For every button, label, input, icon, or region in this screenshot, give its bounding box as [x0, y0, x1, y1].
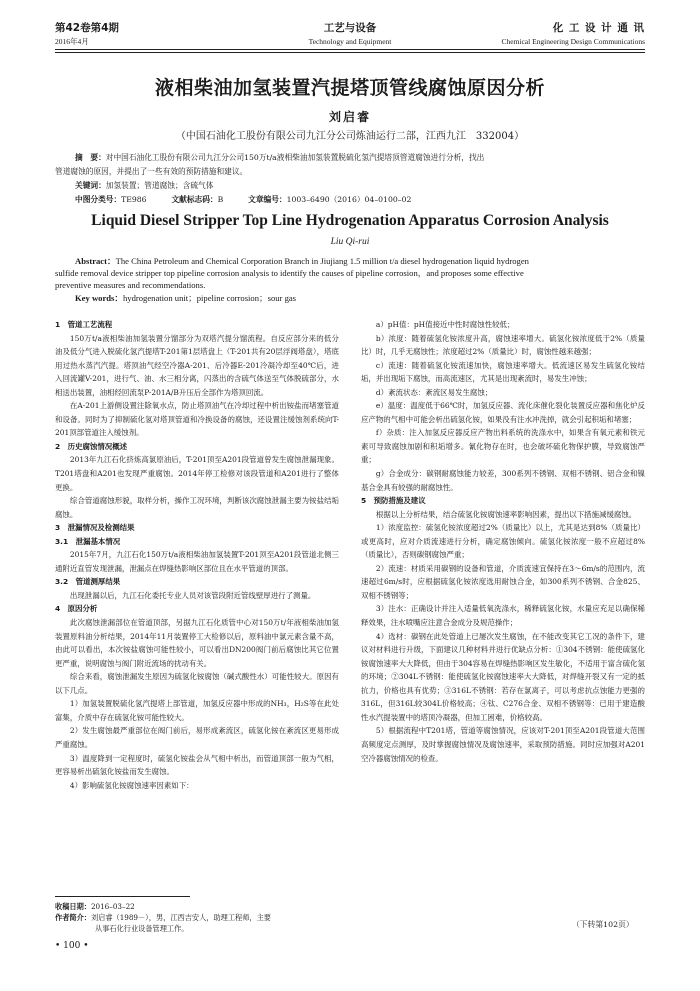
- body-paragraph: 2）发生腐蚀最严重部位在阀门前后，易形成紊流区，硫氢化铵在紊流区更易形成严重腐蚀。: [55, 726, 339, 749]
- author-bio-text: 刘启睿（1989－），男，江西吉安人，助理工程师，主要: [90, 913, 271, 922]
- body-paragraph: 150万t/a液相柴油加氢装置分馏部分为双塔汽提分馏流程。自反应部分来的低分油及低分气进入脱硫化氢汽提塔T-201第1层塔盘上（T-201共有20层浮阀塔盘），塔底用过热水蒸汽汽提。塔顶油气经空冷器A-201、后冷器E-201冷凝冷却至40℃后，进入回流罐V-201，进行气、油、水三相分离，闪蒸出的含硫气体送至气体脱硫部分，水相送出装置，油相经回流泵P-201A/B升压后全部作为塔顶回流。: [55, 333, 339, 397]
- cls-value: TE986: [121, 195, 147, 204]
- received-label: 收稿日期：: [55, 902, 91, 911]
- section-heading: 4 原因分析: [55, 604, 98, 614]
- keywords-en-label: Key words：: [75, 293, 123, 303]
- body-right-column: [361, 318, 645, 765]
- section-name: 工艺与设备: [323, 22, 377, 34]
- body-paragraph: 1）浓度监控：硫氢化铵浓度超过2%（质量比）以上，尤其是达到8%（质量比）或更高时，应对介质流速进行分析，确定腐蚀倾向。硫氢化铵浓度一般不应超过8%（质量比），否则碳钢腐蚀严重；: [361, 523, 645, 560]
- body-paragraph: 4）影响硫氢化铵腐蚀速率因素如下：: [69, 780, 194, 790]
- article-id-value: 1003–6490（2016）04–0100–02: [286, 195, 412, 204]
- header-rule-thin: [55, 52, 645, 53]
- affiliation-cn: （中国石油化工股份有限公司九江分公司炼油运行二部，江西九江 332004）: [175, 131, 525, 142]
- keywords-en: [75, 293, 645, 305]
- doc-code-value: B: [217, 195, 224, 204]
- body-paragraph: d）紊流状态：紊流区易发生腐蚀；: [375, 387, 493, 397]
- abstract-en-label: Abstract：: [75, 256, 116, 266]
- body-paragraph: 3）注水：正确设计并注入适量低氧洗涤水，稀释硫氢化铵，水量应充足以确保稀释效果，注水喷嘴应注意合金成分及规范操作；: [361, 604, 645, 628]
- body-paragraph: 3）温度降到一定程度时，硫氢化铵盐会从气相中析出，而管道顶部一般为气相，更容易析出硫氢化铵盐而发生腐蚀。: [55, 753, 339, 777]
- page-number: • 100 •: [55, 941, 89, 951]
- abstract-en-line-2: sulfide removal device stripper top pipeline corrosion analysis to identify the causes of pipeline corrosion，and proposes some effective: [55, 268, 524, 278]
- body-paragraph: 4）选材：碳钢在此处管道上已屡次发生腐蚀，在不能改变其它工况的条件下，建议对材料进行升级，下面建议几种材料并进行优缺点分析：①304不锈钢：能使硫氢化铵腐蚀速率大大降低，但由于304容易在焊缝热影响区发生敏化，不适用于富含硫化氢的环境；②304L不锈钢：能使硫氢化铵腐蚀速率大大降低，对焊缝开裂又有一定的抵抗力，价格也具有优势；③316L不锈钢：若存在氯离子，可以考虑抗点蚀能力更强的316L，但316L较304L价格较高；④钛、C276合金、双相不锈钢等：已用于建造酸性水汽提装置中的塔顶冷凝器，但加工困难，价格较高。: [361, 631, 645, 722]
- author-name-en: Liu Qi-rui: [330, 237, 370, 247]
- header-rule: [55, 49, 645, 50]
- abstract-en: [75, 256, 645, 268]
- article-title-cn: 液相柴油加氢装置汽提塔顶管线腐蚀原因分析: [154, 77, 545, 99]
- received-date: [55, 901, 345, 912]
- author-bio-cont: 从事石化行业设备管理工作。: [95, 924, 189, 933]
- body-paragraph: g）合金成分：碳钢耐腐蚀能力较差，300系列不锈钢、双相不锈钢、铝合金和镍基合金具有较强的耐腐蚀性。: [361, 469, 645, 492]
- abstract-cn-cont: 管道腐蚀的原因，并提出了一些有效的预防措施和建议。: [55, 167, 248, 176]
- continued-note: （下转第102页）: [572, 920, 634, 929]
- abstract-en-line-3: preventive measures and recommendations.: [55, 280, 206, 290]
- received-value: 2016–03–22: [90, 902, 135, 911]
- body-paragraph: 5）根据流程中T201塔，管道等腐蚀情况，应该对T-201顶至A201段管道大范围高频度定点测厚，及时掌握腐蚀情况及腐蚀速率，采取预防措施。同时应加强对A201空冷器腐蚀情况的检查。: [361, 726, 645, 763]
- section-heading: 2 历史腐蚀情况概述: [55, 441, 128, 451]
- journal-date: 2016年4月: [55, 37, 89, 46]
- author-name-cn: 刘启睿: [328, 110, 371, 124]
- body-paragraph: 2）流速：材质采用碳钢的设备和管道，介质流速宜保持在3～6m/s的范围内，流速超过6m/s时，应根据硫氢化铵浓度选用耐蚀合金，如300系列不锈钢、合金825、双相不锈钢等；: [361, 563, 645, 600]
- body-paragraph: 根据以上分析结果，结合硫氢化铵腐蚀速率影响因素，提出以下措施减缓腐蚀。: [375, 509, 637, 519]
- section-heading: 3 泄漏情况及检测结果: [55, 523, 135, 533]
- article-title-en: Liquid Diesel Stripper Top Line Hydrogenation Apparatus Corrosion Analysis: [91, 212, 609, 229]
- keywords-cn: [75, 179, 213, 192]
- journal-name-en: Chemical Engineering Design Communications: [501, 37, 645, 46]
- doc-code-label: 文献标志码：: [171, 195, 218, 204]
- body-paragraph: e）温度：温度低于66℃时，加氢反应器、流化床催化裂化装置反应器和焦化炉反应产物的气相中可能会析出硫氢化铵，如果没有注水冲洗掉，就会引起积垢和堵塞；: [361, 401, 645, 424]
- body-paragraph: 在A-201上游侧设置注除氧水点，防止塔顶油气在冷却过程中析出铵盐而堵塞管道和设备。同时为了抑制硫化氢对塔顶管道和冷换设备的腐蚀，还设置注缓蚀剂系统向T-201顶部管道注入缓蚀剂。: [55, 401, 339, 438]
- keywords-label: 关键词：: [75, 181, 106, 190]
- section-heading: 3.1 泄漏基本情况: [55, 536, 121, 546]
- body-paragraph: 出现泄漏以后，九江石化委托专业人员对该管段附近管线壁厚进行了测量。: [69, 590, 316, 600]
- journal-volume: 第42卷第4期: [55, 22, 119, 34]
- body-paragraph: b）浓度：随着硫氢化铵浓度升高，腐蚀速率增大。硫氢化铵浓度低于2%（质量比）时，几乎无腐蚀性；浓度超过2%（质量比）时，腐蚀性越来越强；: [361, 333, 645, 357]
- section-heading: 3.2 管道测厚结果: [55, 577, 121, 587]
- body-left-column: [55, 318, 339, 792]
- article-id-label: 文章编号：: [248, 195, 287, 204]
- keywords-en-text: hydrogenation unit；pipeline corrosion；sour gas: [122, 293, 297, 303]
- cls-label: 中图分类号：: [75, 195, 122, 204]
- body-paragraph: 此次腐蚀泄漏部位在管道顶部，另据九江石化质管中心对150万t/年液相柴油加氢装置原料油分析结果，2014年11月装置停工大检修以后，原料油中氯元素含量不高，由此可以看出，本次铵盐腐蚀可能性较小，可以看出DN200阀门前后腐蚀比其它位置更严重，说明腐蚀与阀门附近流场的扰动有关。: [55, 618, 339, 668]
- keywords-text: 加氢装置；管道腐蚀；含硫气体: [105, 181, 214, 190]
- body-paragraph: f）杂质：注入加氢反应器反应产物出料系统的洗涤水中，如果含有氧元素和铁元素可导致腐蚀加剧和积垢增多。氰化物存在时，也会破坏硫化物保护膜，导致腐蚀严重；: [361, 428, 645, 465]
- classification-line: [75, 193, 411, 206]
- abstract-cn: [75, 151, 640, 165]
- body-paragraph: a）pH值：pH值接近中性时腐蚀性较低；: [375, 320, 515, 329]
- abstract-label: 摘 要：: [75, 153, 106, 162]
- body-paragraph: 1）加氢装置脱硫化氢汽提塔上部管道，加氢反应器中形成的NH₃，H₂S等在此处富集，介质中存在硫氢化铵可能性较大。: [55, 699, 339, 722]
- footnote: [55, 901, 345, 934]
- body-paragraph: 2013年九江石化挤炼高氯原油后，T-201顶至A201段管道曾发生腐蚀泄漏现象。T201塔盘和A201也发现严重腐蚀。2014年停工检修对该段管道和A201进行了整体更换。: [55, 455, 339, 492]
- section-heading: 1 管道工艺流程: [55, 320, 113, 329]
- body-paragraph: 2015年7月，九江石化150万t/a液相柴油加氢装置T-201顶至A201段管道北侧三通附近直管发现泄漏，泄漏点在焊缝热影响区部位且在水平管道的顶部。: [55, 550, 339, 573]
- journal-name: 化 工 设 计 通 讯: [552, 22, 645, 34]
- abstract-en-text-1: The China Petroleum and Chemical Corporation Branch in Jiujiang 1.5 million t/a diesel hydrogenation liquid hydrogen: [115, 256, 529, 266]
- body-paragraph: 综合来看，腐蚀泄漏发生原因为硫氢化铵腐蚀（碱式酸性水）可能性较大。原因有以下几点。: [55, 672, 339, 695]
- section-heading: 5 预防措施及建议: [361, 496, 426, 506]
- body-paragraph: c）流速：随着硫氢化铵流速加快，腐蚀速率增大。低流速区易发生硫氢化铵结垢，并出现垢下腐蚀，而高流速区，尤其是出现紊流时，易发生冲蚀；: [361, 360, 645, 384]
- body-paragraph: 综合管道腐蚀形貌，取样分析，操作工况环境，判断该次腐蚀泄漏主要为铵盐结垢腐蚀。: [55, 496, 339, 519]
- author-bio: [55, 912, 345, 923]
- abstract-text-1: 对中国石油化工股份有限公司九江分公司150万t/a液相柴油加氢装置脱硫化氢汽提塔顶管道腐蚀进行分析，找出: [105, 153, 485, 162]
- section-name-en: Technology and Equipment: [308, 37, 392, 46]
- footnote-rule: [55, 896, 190, 897]
- author-bio-label: 作者简介：: [55, 913, 91, 922]
